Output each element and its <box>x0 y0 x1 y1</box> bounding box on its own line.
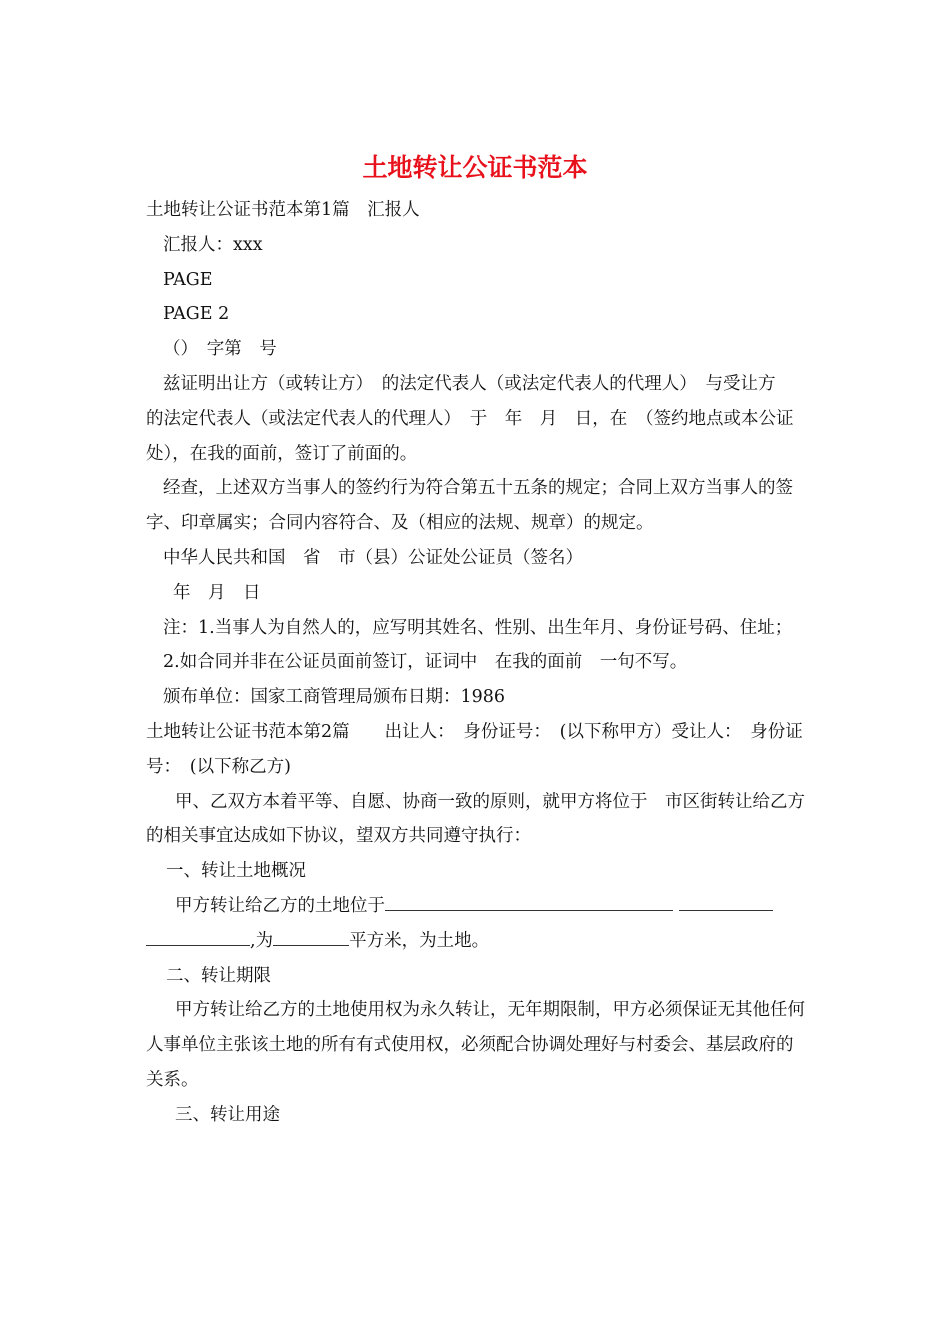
paragraph: 汇报人：xxx <box>163 234 263 255</box>
paragraph: 三、转让用途 <box>175 1104 280 1125</box>
land-location-suffix: 平方米，为土地。 <box>349 930 490 951</box>
paragraph: （） 字第 号 <box>163 339 277 360</box>
land-location-blank-1 <box>385 890 673 911</box>
paragraph-group-after <box>146 959 806 1133</box>
land-location-blank-3 <box>146 925 250 946</box>
paragraph: 土地转让公证书范本第1篇 汇报人 <box>146 200 420 220</box>
paragraph: 土地转让公证书范本第2篇 出让人： 身份证号： (以下称甲方）受让人： 身份证号： (以下称乙方) <box>146 721 803 777</box>
land-location-blank-2 <box>679 890 773 911</box>
paragraph: 颁布单位：国家工商管理局颁布日期：1986 <box>163 687 506 708</box>
paragraph-group-before <box>146 193 806 889</box>
paragraph: 一、转让土地概况 <box>166 861 306 882</box>
paragraph: 二、转让期限 <box>166 965 271 986</box>
document-title: 土地转让公证书范本 <box>362 153 588 182</box>
paragraph: 甲、乙双方本着平等、自愿、协商一致的原则，就甲方将位于 市区街转让给乙方的相关事宜达成如下协议，望双方共同遵守执行： <box>146 791 805 847</box>
paragraph: 注：1.当事人为自然人的，应写明其姓名、性别、出生年月、身份证号码、住址； <box>163 617 793 638</box>
land-location-mid: ,为 <box>250 930 274 951</box>
paragraph: 中华人民共和国 省 市（县）公证处公证员（签名） <box>163 547 583 568</box>
paragraph: 兹证明出让方（或转让方） 的法定代表人（或法定代表人的代理人） 与受让方 的法定代表人（或法定代表人的代理人） 于 年 月 日，在 （签约地点或本公证处），在我的面前，签订了前面的。 <box>146 373 794 464</box>
land-location-paragraph <box>146 889 806 959</box>
paragraph: 甲方转让给乙方的土地使用权为永久转让，无年期限制，甲方必须保证无其他任何人事单位主张该土地的所有有式使用权，必须配合协调处理好与村委会、基层政府的关系。 <box>146 1000 805 1090</box>
land-area-blank <box>273 925 349 946</box>
paragraph: 年 月 日 <box>173 582 261 603</box>
document-body <box>146 193 806 1133</box>
land-location-prefix: 甲方转让给乙方的土地位于 <box>175 895 385 916</box>
paragraph: PAGE <box>163 269 213 290</box>
paragraph: 2.如合同并非在公证员面前签订，证词中 在我的面前 一句不写。 <box>163 652 688 673</box>
paragraph: 经查，上述双方当事人的签约行为符合第五十五条的规定；合同上双方当事人的签字、印章属实；合同内容符合、及（相应的法规、规章）的规定。 <box>146 478 793 534</box>
paragraph: PAGE 2 <box>163 304 230 325</box>
